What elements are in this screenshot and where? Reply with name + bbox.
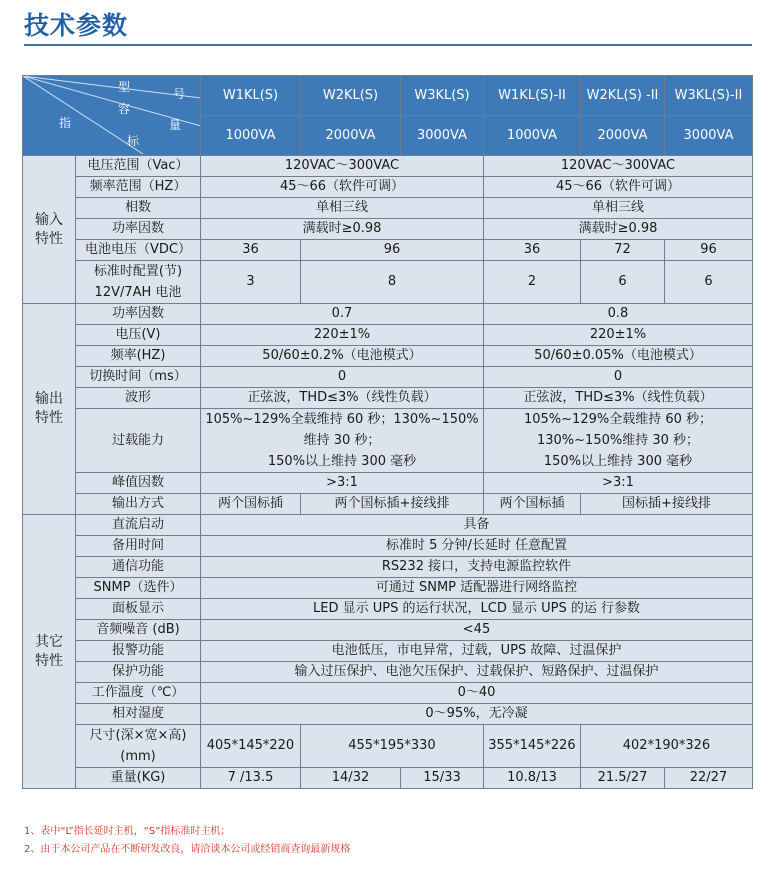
cell-value: 国标插+接线排 (581, 494, 753, 515)
cell-value: 6 (665, 261, 753, 304)
title-divider (24, 44, 752, 46)
cell-value: 120VAC～300VAC (484, 156, 753, 177)
footnote-1: 1、表中“L”指长延时主机，“S”指标准时主机； (24, 826, 231, 837)
cell-value: 标准时 5 分钟/长延时 任意配置 (201, 536, 753, 557)
cell-value: 单相三线 (484, 198, 753, 219)
cell-value: 355*145*226 (484, 725, 581, 768)
model-header: W3KL(S) (401, 76, 484, 116)
cell-value: 45～66（软件可调） (484, 177, 753, 198)
cell-value: >3:1 (484, 473, 753, 494)
cell-value: 8 (301, 261, 484, 304)
diag-cap-2: 量 (169, 118, 182, 132)
cell-value: 0 (201, 367, 484, 388)
capacity-header: 1000VA (201, 116, 301, 156)
row-label: 功率因数 (76, 219, 201, 240)
cell-value: 单相三线 (201, 198, 484, 219)
row-label: 报警功能 (76, 641, 201, 662)
row-label: 切换时间（ms） (76, 367, 201, 388)
row-label: 音频噪音 (dB) (76, 620, 201, 641)
row-label: 频率(HZ) (76, 346, 201, 367)
diag-cap-1: 容 (118, 102, 131, 116)
model-header: W1KL(S) (201, 76, 301, 116)
cell-value: 50/60±0.2%（电池模式） (201, 346, 484, 367)
cell-value: 满载时≥0.98 (484, 219, 753, 240)
cell-value: 满载时≥0.98 (201, 219, 484, 240)
cell-value: LED 显示 UPS 的运行状况，LCD 显示 UPS 的运 行参数 (201, 599, 753, 620)
cell-value: 电池低压，市电异常，过载，UPS 故障、过温保护 (201, 641, 753, 662)
cell-value: 22/27 (665, 768, 753, 789)
model-header: W2KL(S) (301, 76, 401, 116)
row-label: 保护功能 (76, 662, 201, 683)
row-label: 重量(KG) (76, 768, 201, 789)
cell-value: 50/60±0.05%（电池模式） (484, 346, 753, 367)
cell-value: 96 (301, 240, 484, 261)
cell-value: 36 (484, 240, 581, 261)
cell-value: 220±1% (484, 325, 753, 346)
cell-value: 两个国标插 (201, 494, 301, 515)
cell-value: 7 /13.5 (201, 768, 301, 789)
row-label: 电压(V) (76, 325, 201, 346)
cell-value: 120VAC～300VAC (201, 156, 484, 177)
cell-value: 0.8 (484, 304, 753, 325)
cell-value: 105%~129%全载维持 60 秒；130%~150% 维持 30 秒； 150%以上维持 300 毫秒 (201, 409, 484, 473)
row-label: 功率因数 (76, 304, 201, 325)
row-label: 过载能力 (76, 409, 201, 473)
capacity-header: 3000VA (401, 116, 484, 156)
diag-left: 指 (59, 116, 72, 130)
cell-value: 21.5/27 (581, 768, 665, 789)
row-label: 电池电压（VDC） (76, 240, 201, 261)
row-label: 波形 (76, 388, 201, 409)
cell-value: 6 (581, 261, 665, 304)
cell-value: 3 (201, 261, 301, 304)
cell-value: 0～95%，无冷凝 (201, 704, 753, 725)
row-label: 工作温度（℃） (76, 683, 201, 704)
model-header: W1KL(S)-II (484, 76, 581, 116)
cell-value: 两个国标插+接线排 (301, 494, 484, 515)
cell-value: >3:1 (201, 473, 484, 494)
cell-value: 可通过 SNMP 适配器进行网络监控 (201, 578, 753, 599)
cell-value: <45 (201, 620, 753, 641)
cell-value: 具备 (201, 515, 753, 536)
spec-table (22, 75, 753, 789)
row-label: 频率范围（HZ） (76, 177, 201, 198)
section-input: 输入 特性 (23, 156, 76, 304)
cell-value: 72 (581, 240, 665, 261)
cell-value: 405*145*220 (201, 725, 301, 768)
cell-value: 2 (484, 261, 581, 304)
cell-value: 96 (665, 240, 753, 261)
cell-value: 14/32 (301, 768, 401, 789)
row-label: 峰值因数 (76, 473, 201, 494)
capacity-header: 2000VA (581, 116, 665, 156)
cell-value: 输入过压保护、电池欠压保护、过载保护、短路保护、过温保护 (201, 662, 753, 683)
model-header: W3KL(S)-II (665, 76, 753, 116)
row-label: SNMP（选件） (76, 578, 201, 599)
row-label: 直流启动 (76, 515, 201, 536)
row-label: 尺寸(深×宽×高) (mm) (76, 725, 201, 768)
section-other: 其它 特性 (23, 515, 76, 789)
capacity-header: 2000VA (301, 116, 401, 156)
row-label: 通信功能 (76, 557, 201, 578)
cell-value: 15/33 (401, 768, 484, 789)
page-title: 技术参数 (24, 11, 129, 40)
cell-value: RS232 接口，支持电源监控软件 (201, 557, 753, 578)
cell-value: 402*190*326 (581, 725, 753, 768)
cell-value: 0 (484, 367, 753, 388)
cell-value: 正弦波，THD≤3%（线性负载） (484, 388, 753, 409)
row-label: 相数 (76, 198, 201, 219)
cell-value: 45～66（软件可调） (201, 177, 484, 198)
capacity-header: 1000VA (484, 116, 581, 156)
diag-bottom: 标 (127, 134, 140, 148)
row-label: 电压范围（Vac） (76, 156, 201, 177)
cell-value: 455*195*330 (301, 725, 484, 768)
diag-model-2: 号 (173, 87, 186, 101)
footnote-2: 2、由于本公司产品在不断研发改良，请洽谈本公司或经销商查询最新规格 (24, 844, 351, 855)
model-header: W2KL(S) -II (581, 76, 665, 116)
cell-value: 两个国标插 (484, 494, 581, 515)
cell-value: 105%~129%全载维持 60 秒； 130%~150%维持 30 秒； 150%以上维持 300 毫秒 (484, 409, 753, 473)
header-diagonal-cell (23, 76, 201, 156)
cell-value: 220±1% (201, 325, 484, 346)
row-label: 面板显示 (76, 599, 201, 620)
diag-model-1: 型 (118, 80, 131, 94)
cell-value: 0～40 (201, 683, 753, 704)
row-label: 输出方式 (76, 494, 201, 515)
cell-value: 36 (201, 240, 301, 261)
capacity-header: 3000VA (665, 116, 753, 156)
section-output: 输出 特性 (23, 304, 76, 515)
cell-value: 0.7 (201, 304, 484, 325)
row-label: 相对湿度 (76, 704, 201, 725)
cell-value: 正弦波，THD≤3%（线性负载） (201, 388, 484, 409)
cell-value: 10.8/13 (484, 768, 581, 789)
row-label: 标准时配置(节) 12V/7AH 电池 (76, 261, 201, 304)
row-label: 备用时间 (76, 536, 201, 557)
